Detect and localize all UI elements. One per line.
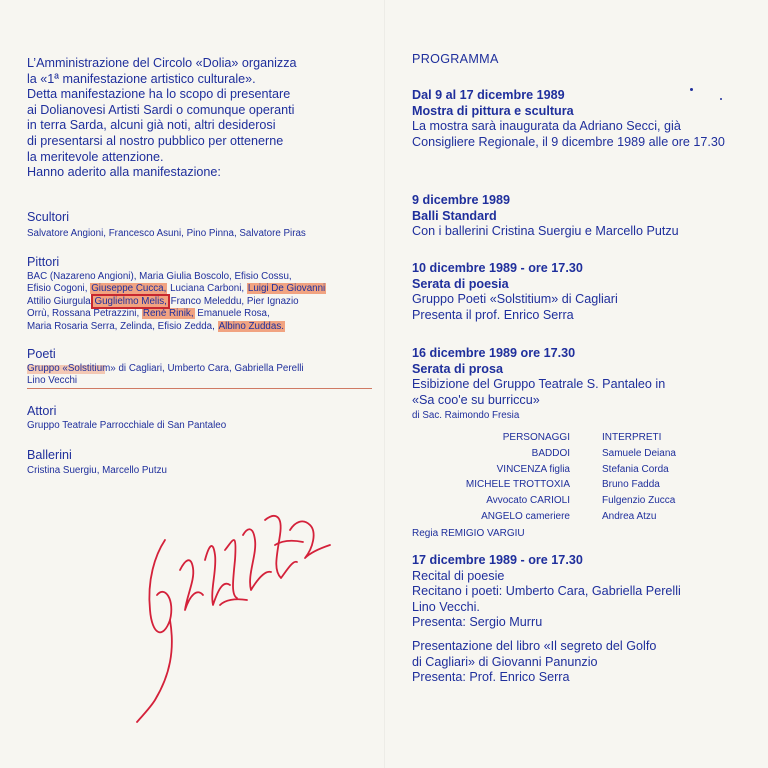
role: Avvocato CARIOLI [486,495,570,507]
event-description: Presentazione del libro «Il segreto del Golfo [412,638,657,653]
pittori-name: Orrù, Rossana Petrazzini, [27,308,140,320]
event-date: 16 dicembre 1989 ore 17.30 [412,346,576,360]
pittori-name: Efisio Cogoni, [27,283,88,295]
actor: Stefania Corda [602,463,669,475]
programma-heading: PROGRAMMA [412,52,499,66]
pittori-line: BAC (Nazareno Angioni), Maria Giulia Boscolo, Efisio Cossu, [27,271,292,282]
role: VINCENZA figlia [496,463,570,475]
event-description: di Cagliari» di Giovanni Panunzio [412,654,598,669]
handwritten-signature [125,500,340,725]
attori-title: Attori [27,404,57,418]
actors-header: INTERPRETI [602,432,662,443]
signature-text: G. Melis, Vargiu [125,500,133,501]
intro-line: la «1ª manifestazione artistico culturale». [27,71,256,86]
event-description: «Sa coo'e su burriccu» [412,392,540,407]
role: ANGELO cameriere [481,510,570,522]
event-description: Lino Vecchi. [412,599,480,614]
pittori-name: Emanuele Rosa, [197,308,270,320]
ink-speck [720,98,722,100]
event-date: 10 dicembre 1989 - ore 17.30 [412,261,583,275]
event-title: Serata di prosa [412,361,503,376]
event-title: Recital di poesie [412,568,505,583]
ballerini-list: Cristina Suergiu, Marcello Putzu [27,465,167,476]
event-balli [412,193,679,240]
scultori-title: Scultori [27,210,69,224]
event-date: 17 dicembre 1989 - ore 17.30 [412,553,583,567]
intro-line: Detta manifestazione ha lo scopo di presentare [27,87,291,102]
pittori-line [27,283,326,295]
highlighted-name: Giuseppe Cucca, [91,283,167,295]
page-fold [384,0,385,768]
actor: Samuele Deiana [602,447,676,459]
actor: Andrea Atzu [602,510,657,522]
event-title: Mostra di pittura e scultura [412,103,574,118]
event-prosa [412,346,665,424]
cast-roles [412,430,570,525]
poeti-line: Lino Vecchi [27,375,78,387]
event-description: Gruppo Poeti «Solstitium» di Cagliari [412,292,618,307]
pittori-line [27,321,326,333]
intro-line: di presentarsi al nostro pubblico per ottenerne [27,133,284,148]
highlighted-name: René Rinik, [142,308,194,320]
event-description: Consigliere Regionale, il 9 dicembre 1989 alle ore 17.30 [412,134,725,149]
role: BADDOI [531,447,570,459]
event-description: Esibizione del Gruppo Teatrale S. Pantaleo in [412,377,666,392]
event-date: 9 dicembre 1989 [412,193,511,207]
boxed-name: Guglielmo Melis, [94,295,167,307]
event-description: Presenta: Prof. Enrico Serra [412,670,570,685]
attori-list: Gruppo Teatrale Parrocchiale di San Pantaleo [27,420,227,431]
intro-paragraph [27,56,297,181]
event-date: Dal 9 al 17 dicembre 1989 [412,88,565,102]
intro-line: la meritevole attenzione. [27,149,164,164]
event-poesia [412,261,618,323]
scultori-list: Salvatore Angioni, Francesco Asuni, Pino Pinna, Salvatore Piras [27,228,306,239]
regia-credit: Regia REMIGIO VARGIU [412,528,525,539]
pittori-line [27,296,326,308]
event-description: Presenta: Sergio Murru [412,615,543,630]
role: MICHELE TROTTOXIA [465,479,570,491]
event-title: Serata di poesia [412,276,509,291]
poeti-line: Gruppo «Solstitium» di Cagliari, Umberto Cara, Gabriella Perelli [27,363,304,374]
highlighted-name: Albino Zuddas. [218,320,284,332]
pittori-name: Luciana Carboni, [170,283,245,295]
event-description: Presenta il prof. Enrico Serra [412,307,574,322]
intro-line: L’Amministrazione del Circolo «Dolia» organizza [27,56,297,70]
poeti-title: Poeti [27,347,56,361]
actor: Fulgenzio Zucca [602,495,676,507]
event-recital [412,553,681,686]
event-title: Balli Standard [412,208,497,223]
pittori-title: Pittori [27,255,60,269]
highlighted-name: Luigi De Giovanni [247,283,326,295]
ballerini-title: Ballerini [27,448,72,462]
ink-speck [690,88,693,91]
intro-line: Hanno aderito alla manifestazione: [27,165,221,180]
event-mostra [412,88,725,150]
event-description: Recitano i poeti: Umberto Cara, Gabriella Perelli [412,584,681,599]
event-description: La mostra sarà inaugurata da Adriano Secci, già [412,119,681,134]
pen-underline [27,388,372,389]
pittori-name: Franco Meleddu, Pier Ignazio [170,295,299,307]
intro-line: ai Dolianovesi Artisti Sardi o comunque operanti [27,102,295,117]
cast-actors [602,430,742,525]
intro-line: in terra Sarda, alcuni già noti, altri desiderosi [27,118,276,133]
event-description: Con i ballerini Cristina Suergiu e Marcello Putzu [412,224,679,239]
roles-header: PERSONAGGI [502,432,570,443]
actor: Bruno Fadda [602,479,660,491]
pittori-name: Attilio Giurgula [27,295,91,307]
event-author: di Sac. Raimondo Fresia [412,410,520,422]
poeti-list [27,363,304,388]
pittori-list [27,271,326,333]
pittori-line [27,308,326,320]
pittori-name: Maria Rosaria Serra, Zelinda, Efisio Zedda, [27,320,215,332]
